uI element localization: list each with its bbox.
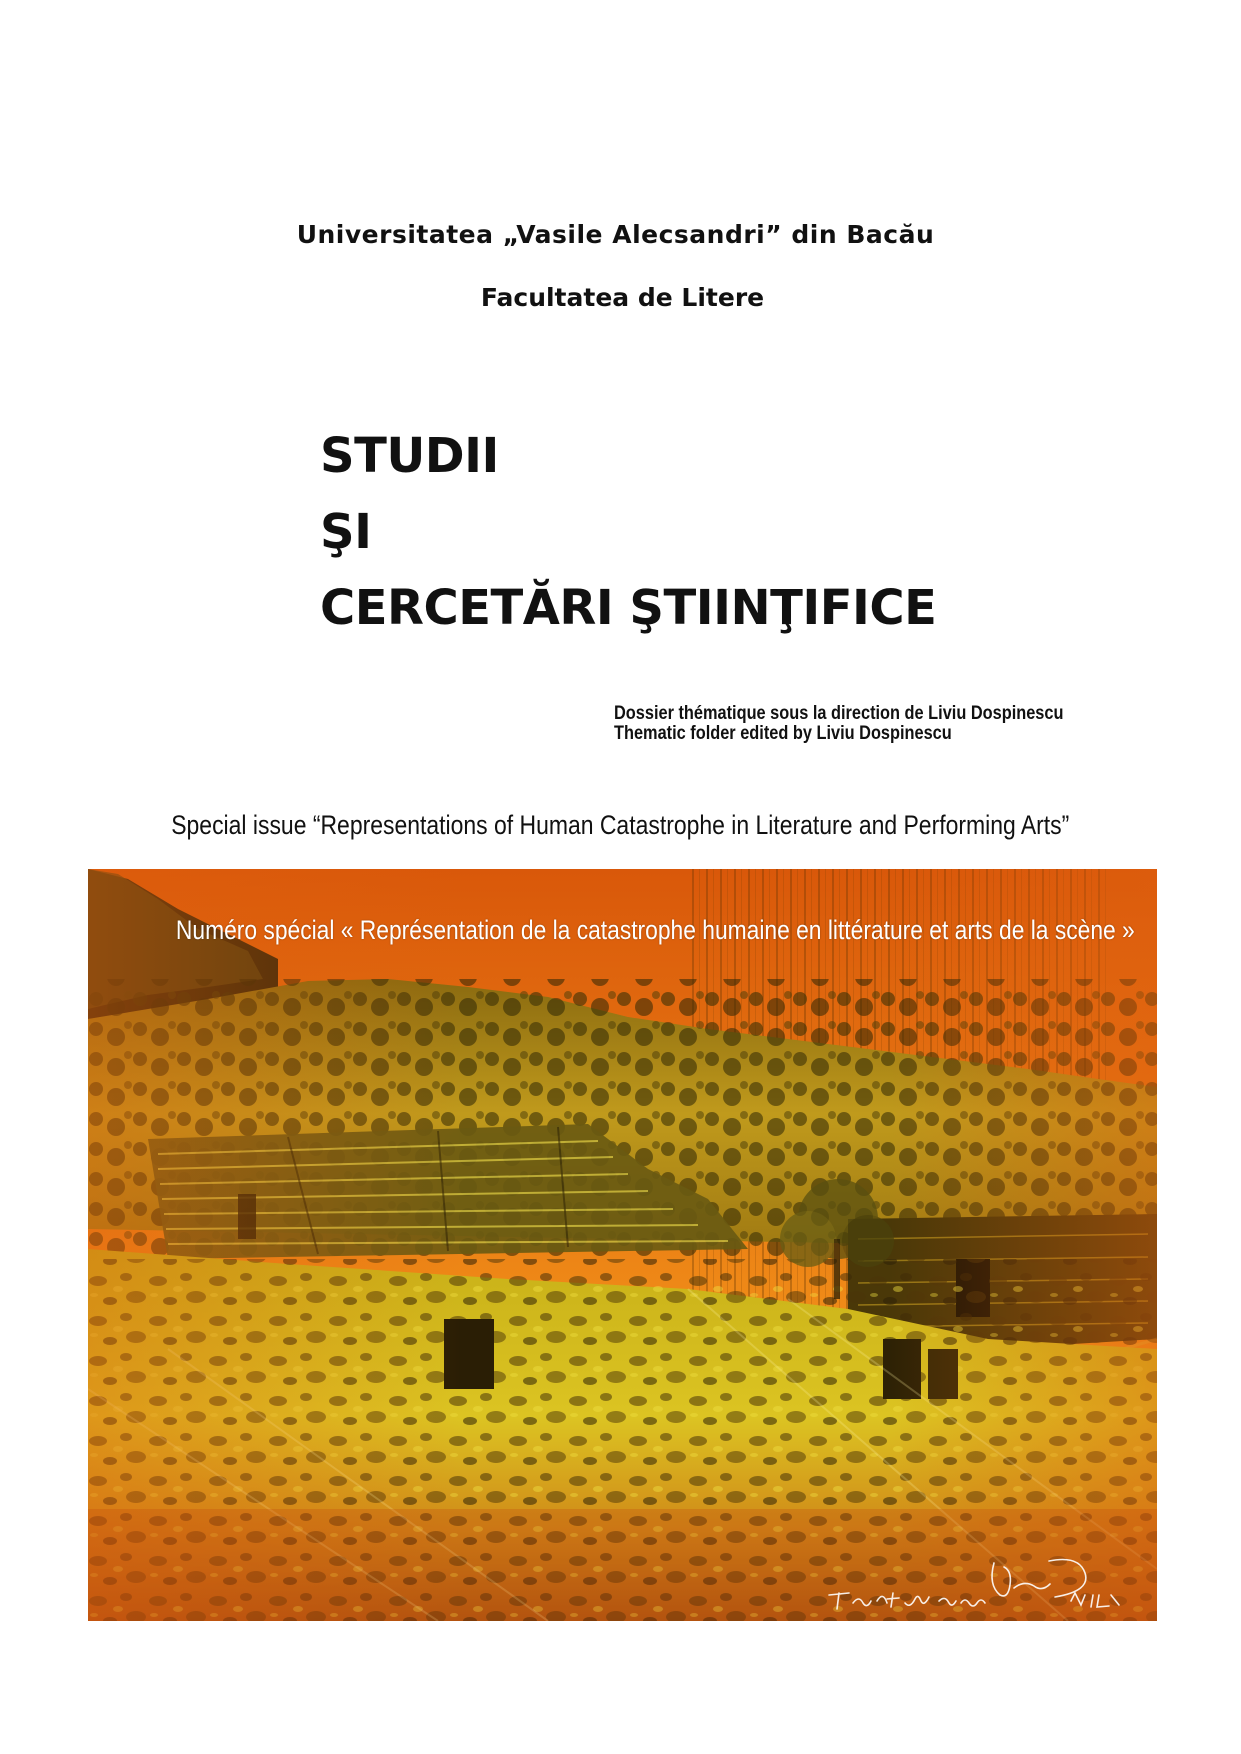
journal-title-line-2: ŞI: [320, 504, 372, 560]
cover-image: [88, 869, 1157, 1621]
journal-title-line-3: CERCETĂRI ŞTIINŢIFICE: [320, 580, 937, 636]
special-issue-french-text: Numéro spécial « Représentation de la catastrophe humaine en littérature et arts de la scène »: [175, 915, 1135, 945]
dossier-credits: [614, 704, 1063, 744]
journal-title: [320, 418, 936, 646]
faculty-name: Facultatea de Litere: [480, 283, 765, 312]
special-issue-french: [88, 915, 1157, 946]
dossier-line-en: Thematic folder edited by Liviu Dospinescu: [614, 723, 952, 744]
signature-mark: [819, 1543, 1139, 1613]
dossier-line-fr: Dossier thématique sous la direction de Liviu Dospinescu: [614, 703, 1064, 724]
university-name: Universitatea „Vasile Alecsandri” din Bacău: [296, 220, 935, 249]
special-issue-english: [0, 810, 1241, 841]
ancient-theatre-ruins-photo: [88, 869, 1157, 1621]
journal-title-line-1: STUDII: [320, 428, 499, 484]
signature-text: Teatru în ruine · Liviu · 2013: [819, 1543, 834, 1544]
special-issue-english-text: Special issue “Representations of Human Catastrophe in Literature and Performing Arts”: [171, 810, 1070, 840]
